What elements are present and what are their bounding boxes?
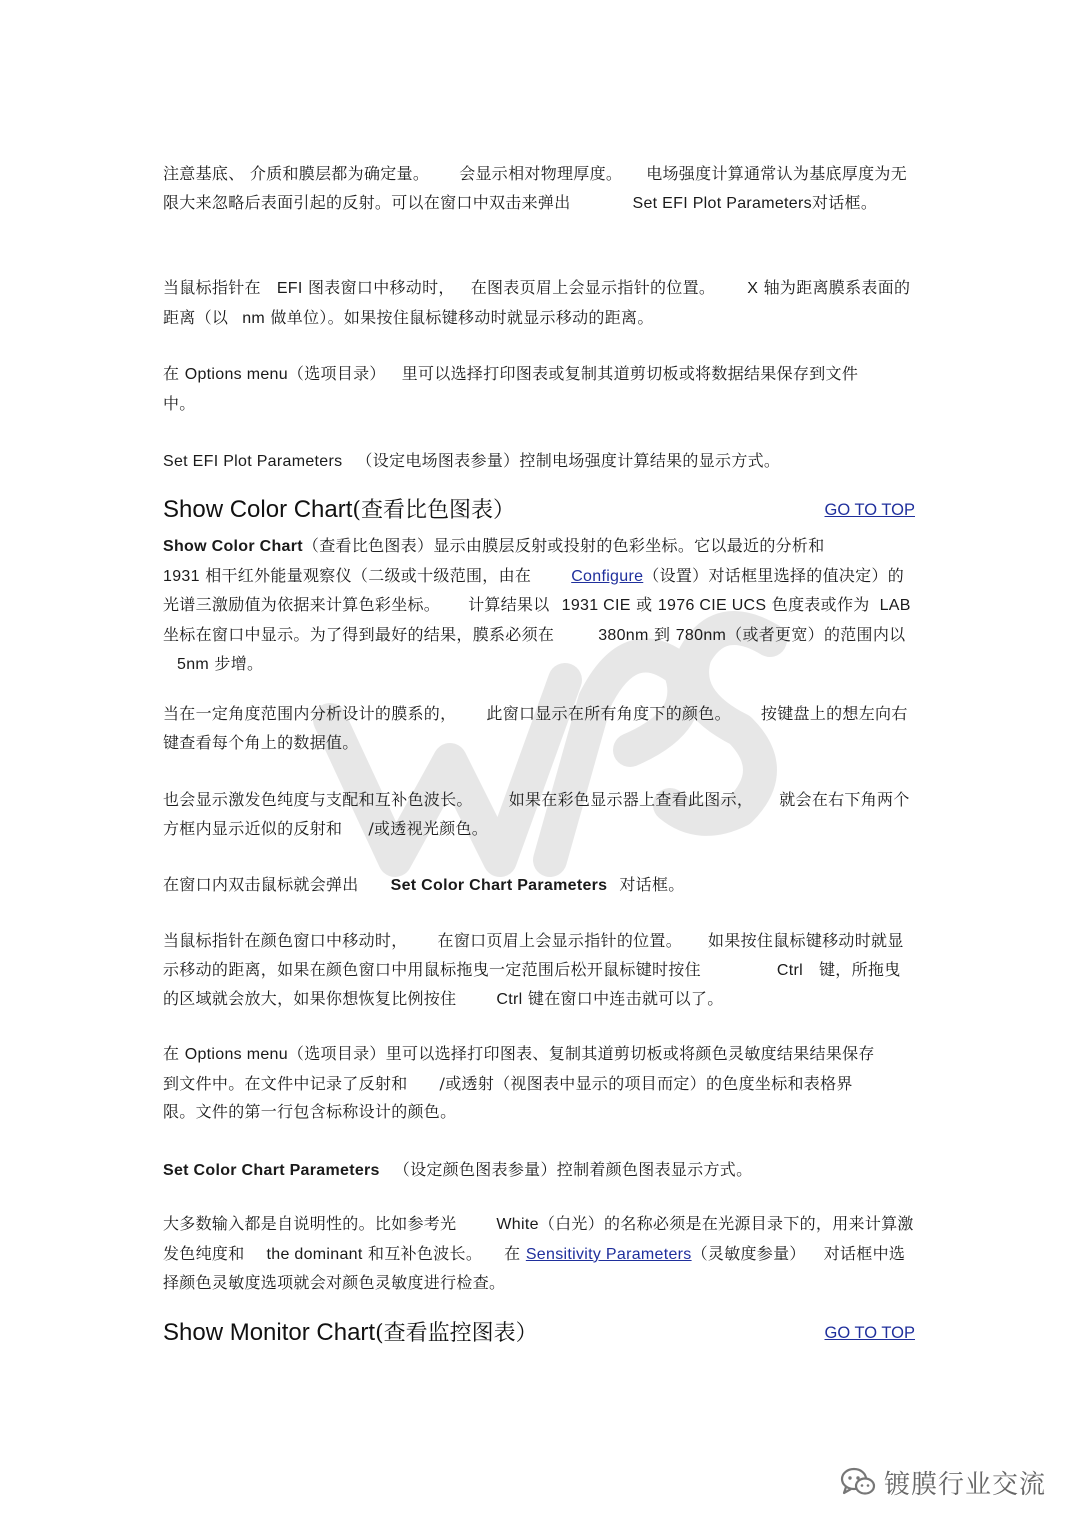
text: 1931 [163,567,200,585]
menu-name: Options menu [184,1046,288,1063]
text: 就会在右下角两个方框内显示近似的反射和 [163,790,910,838]
title-en: Show Color Chart [163,496,353,523]
footer-brand [840,1462,1046,1502]
text: 或 [636,595,653,614]
text: 计算结果以 [468,595,550,614]
text: 大多数输入都是自说明性的。比如参考光 [163,1214,457,1233]
text: the dominant [266,1245,363,1263]
text: 如果按住鼠标键移动时就显示移动的距离，如果在颜色窗口中用鼠标拖曳一定范围后松开鼠标键时按住 [163,931,904,979]
key-name: Ctrl [776,961,803,979]
text: 在窗口内双击鼠标就会弹出 [163,875,359,894]
text: Show Color Chart [163,538,303,555]
text: LAB [879,597,911,614]
text: （查看比色图表）显示由膜层反射或投射的色彩坐标。它以最近的分析和 [302,536,825,555]
text: /或透视光颜色。 [368,818,489,838]
text: （白光）的名称必须是在光源目录下的，用来计算激发色纯度和 [163,1214,914,1263]
paragraph-angle-range [163,700,915,757]
text: Set EFI Plot Parameters [163,453,343,470]
paragraph-efi-note [163,160,915,218]
title-zh: (查看比色图表） [352,498,516,523]
text: 和互补色波长。 [368,1243,483,1263]
text: nm [242,309,266,327]
text: 对话框中选择颜色灵敏度选项就会对颜色灵敏度进行检查。 [163,1243,906,1292]
paragraph-color-options [163,1040,875,1127]
text: （设定电场图表参量）控制电场强度计算结果的显示方式。 [356,451,781,470]
text: 键在窗口中连击就可以了。 [527,989,724,1008]
text: 步增。 [214,654,264,673]
section-title [163,493,515,524]
text: 也会显示激发色纯度与支配和互补色波长。 [163,790,473,809]
text: 当鼠标指针在颜色窗口中移动时， [163,931,408,950]
text: /或透射（视图表中显示的项目而定）的色度坐标和表格界限。文件的第一行包含标称设计的颜色。 [163,1073,853,1121]
paragraph-set-color [163,1156,915,1186]
paragraph-efi-options [163,360,863,418]
go-to-top-link[interactable]: GO TO TOP [824,1324,915,1342]
text: 在 [163,364,180,383]
text: 对话框。 [619,875,685,894]
paragraph-color-pointer [163,927,915,1015]
text: Set Color Chart Parameters [163,1162,380,1179]
menu-name: Options menu [184,366,288,383]
text: 780nm [675,626,727,644]
text: 坐标在窗口中显示。为了得到最好的结果，膜系必须在 [163,624,555,644]
key-name: Ctrl [496,991,523,1008]
text: X [747,280,759,297]
text: （设置）对话框里选择的值决定）的光谱三激励值为依据来计算色彩坐标。 [163,565,905,614]
text: 在 [504,1243,521,1263]
text: 在 [163,1044,180,1063]
text: （灵敏度参量） [691,1243,806,1263]
text: 里可以选择打印图表或复制其道剪切板或将数据结果保存到文件中。 [163,364,859,413]
text: 当在一定角度范围内分析设计的膜系的， [163,704,457,723]
paragraph-color-chart-intro [163,532,915,680]
sensitivity-parameters-link[interactable]: Sensitivity Parameters [525,1245,692,1263]
text: 在窗口页眉上会显示指针的位置。 [437,931,683,950]
text: 对话框。 [811,192,878,212]
dialog-name: Set Color Chart Parameters [390,877,608,894]
text: 此窗口显示在所有角度下的颜色。 [486,704,731,723]
paragraph-efi-pointer [163,274,915,333]
text: 如果在彩色显示器上查看此图示， [508,790,754,809]
text: （或者更宽）的范围内以 [726,624,906,644]
text: （选项目录） [287,364,386,383]
section-heading-color-chart [163,484,915,524]
section-heading-monitor-chart [163,1307,915,1347]
brand-name: 镀膜行业交流 [883,1469,1046,1500]
text: 在图表页眉上会显示指针的位置。 [470,278,716,297]
section-title [163,1316,538,1347]
text: 当鼠标指针在 [163,278,261,297]
wechat-icon [840,1466,876,1498]
text: 键，所拖曳的区域就会放大，如果你想恢复比例按住 [163,959,901,1008]
configure-link[interactable]: Configure [571,567,644,585]
text: 做单位）。如果按住鼠标键移动时就显示移动的距离。 [270,307,654,327]
text: 电场强度计算通常认为基底厚度为无限大来忽略后表面引起的反射。可以在窗口中双击来弹出 [163,164,908,212]
paragraph-purity [163,786,915,843]
text: 1931 CIE [561,597,631,614]
text: EFI [276,280,303,297]
text: White [496,1216,539,1233]
text: （选项目录）里可以选择打印图表、复制其道剪切板或将颜色灵敏度结果结果保存到文件中。在文件中记录了反射和 [163,1044,875,1093]
paragraph-inputs [163,1210,915,1298]
text: 1976 CIE UCS [657,597,767,614]
text: 轴为距离膜系表面的距离（以 [163,278,911,327]
text: 按键盘上的想左向右键查看每个角上的数据值。 [163,704,908,752]
text: 相干红外能量观察仪（二级或十级范围，由在 [205,565,532,585]
text: 5nm [177,656,210,673]
text: 到 [654,624,671,644]
go-to-top-link[interactable]: GO TO TOP [824,501,915,519]
title-en: Show Monitor Chart [163,1319,376,1346]
dialog-name: Set EFI Plot Parameters [632,194,812,212]
text: 380nm [598,626,649,644]
text: 图表窗口中移动时， [308,278,455,297]
text: （设定颜色图表参量）控制着颜色图表显示方式。 [393,1160,753,1179]
text: 注意基底、 介质和膜层都为确定量。 [163,164,430,183]
paragraph-set-efi [163,447,915,477]
text: 会显示相对物理厚度。 [459,164,623,183]
title-zh: (查看监控图表） [375,1321,538,1346]
paragraph-double-click [163,871,915,901]
text: 色度表或作为 [771,595,870,614]
